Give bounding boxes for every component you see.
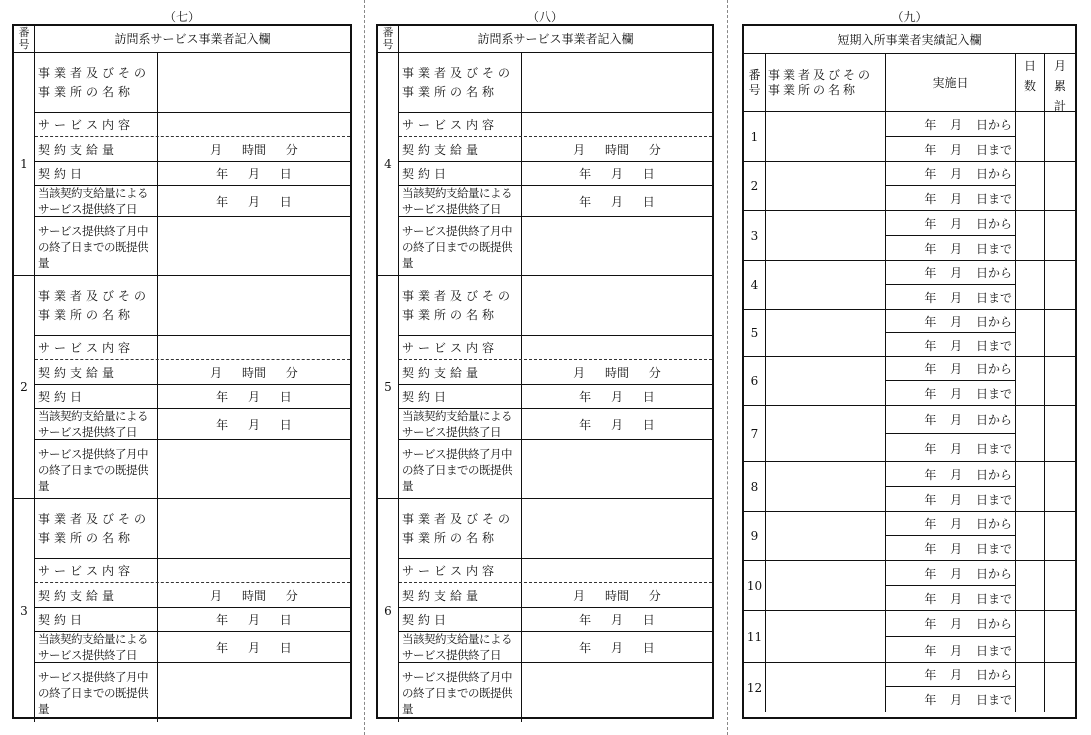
field-value-provider[interactable] xyxy=(158,276,350,335)
cumulative-cell[interactable] xyxy=(1045,512,1075,560)
form-row-date xyxy=(35,608,350,632)
days-cell[interactable] xyxy=(1016,462,1045,511)
field-value-date[interactable]: 年 月 日 xyxy=(579,390,655,404)
field-value-service[interactable] xyxy=(522,113,712,136)
field-label: 契約支給量 xyxy=(399,583,522,607)
form-row-date xyxy=(399,385,712,409)
entry-row xyxy=(744,406,1075,462)
column-headers xyxy=(744,54,1075,112)
field-value-end[interactable]: 年 月 日 xyxy=(216,640,292,655)
entry-number: 1 xyxy=(744,112,766,161)
date-from[interactable]: 年 月 日から xyxy=(886,112,1016,137)
date-from[interactable]: 年 月 日から xyxy=(886,162,1016,186)
field-label: 事業者及びその事業所の名称 xyxy=(35,276,158,335)
section-divider xyxy=(364,0,365,735)
field-label: 契約日 xyxy=(399,162,522,185)
provider-cell[interactable] xyxy=(766,162,886,210)
entry-number: 3 xyxy=(744,211,766,260)
field-label: 契約支給量 xyxy=(35,583,158,607)
date-from[interactable]: 年 月 日から xyxy=(886,512,1016,536)
entry-group xyxy=(378,276,712,499)
column-header: 訪問系サービス事業者記入欄 xyxy=(114,32,271,46)
entry-number: 5 xyxy=(744,310,766,356)
entry-group xyxy=(14,276,350,499)
field-label: 契約日 xyxy=(399,385,522,408)
field-label: 当該契約支給量によるサービス提供終了日 xyxy=(399,186,522,216)
field-value-date[interactable]: 年 月 日 xyxy=(579,613,655,627)
field-value-amount[interactable]: 月 時間 分 xyxy=(573,588,661,603)
entry-row xyxy=(744,663,1075,712)
form-row-service xyxy=(35,113,350,137)
field-value-supplied[interactable] xyxy=(522,440,712,499)
provider-cell[interactable] xyxy=(766,462,886,511)
entry-number: 2 xyxy=(744,162,766,210)
table-header: 短期入所事業者実績記入欄 xyxy=(744,26,1075,54)
field-value-supplied[interactable] xyxy=(158,663,350,722)
days-cell[interactable] xyxy=(1016,406,1045,461)
field-value-end[interactable]: 年 月 日 xyxy=(216,194,292,209)
date-from[interactable]: 年 月 日から xyxy=(886,561,1016,586)
date-from[interactable]: 年 月 日から xyxy=(886,663,1016,687)
date-to[interactable]: 年 月 日まで xyxy=(886,333,1016,357)
field-label: サービス提供終了月中の終了日までの既提供量 xyxy=(35,663,158,722)
form-row-provider xyxy=(35,499,350,559)
field-label: 事業者及びその事業所の名称 xyxy=(399,53,522,112)
field-label: 事業者及びその事業所の名称 xyxy=(399,276,522,335)
form-row-supplied xyxy=(35,217,350,276)
entry-number: 6 xyxy=(744,357,766,405)
entry-number: 4 xyxy=(378,53,399,275)
date-to[interactable]: 年 月 日まで xyxy=(886,137,1016,162)
field-value-provider[interactable] xyxy=(522,499,712,558)
field-value-service[interactable] xyxy=(158,336,350,359)
form-row-date xyxy=(35,385,350,409)
field-label: サービス提供終了月中の終了日までの既提供量 xyxy=(399,663,522,722)
form-row-provider xyxy=(399,499,712,559)
form-row-amount xyxy=(399,360,712,385)
provider-cell[interactable] xyxy=(766,112,886,161)
form-row-supplied xyxy=(35,440,350,499)
field-value-provider[interactable] xyxy=(158,499,350,558)
entry-number: 12 xyxy=(744,663,766,712)
date-from[interactable]: 年 月 日から xyxy=(886,406,1016,434)
form-row-provider xyxy=(399,53,712,113)
provider-cell[interactable] xyxy=(766,406,886,461)
form-table xyxy=(742,24,1077,719)
entry-row xyxy=(744,611,1075,663)
field-label: 契約日 xyxy=(35,385,158,408)
days-cell[interactable] xyxy=(1016,310,1045,356)
entry-row xyxy=(744,261,1075,310)
cumulative-cell[interactable] xyxy=(1045,462,1075,511)
form-row-end xyxy=(35,632,350,663)
field-value-supplied[interactable] xyxy=(522,217,712,276)
field-label: サービス内容 xyxy=(35,336,158,359)
form-row-supplied xyxy=(35,663,350,722)
date-to[interactable]: 年 月 日まで xyxy=(886,186,1016,211)
form-row-provider xyxy=(399,276,712,336)
field-label: 契約日 xyxy=(35,162,158,185)
date-to[interactable]: 年 月 日まで xyxy=(886,536,1016,561)
provider-cell[interactable] xyxy=(766,512,886,560)
cumulative-cell[interactable] xyxy=(1045,663,1075,712)
field-label: 当該契約支給量によるサービス提供終了日 xyxy=(35,186,158,216)
form-row-date xyxy=(35,162,350,186)
provider-cell[interactable] xyxy=(766,663,886,712)
section-nine xyxy=(742,0,1077,735)
days-cell[interactable] xyxy=(1016,611,1045,662)
cumulative-cell[interactable] xyxy=(1045,611,1075,662)
number-header: 番号 xyxy=(378,26,399,53)
field-label: 契約日 xyxy=(399,608,522,631)
entry-row xyxy=(744,211,1075,261)
field-label: サービス提供終了月中の終了日までの既提供量 xyxy=(35,440,158,499)
form-row-amount xyxy=(399,137,712,162)
field-value-service[interactable] xyxy=(522,336,712,359)
days-cell[interactable] xyxy=(1016,663,1045,712)
days-cell[interactable] xyxy=(1016,261,1045,309)
entry-number: 10 xyxy=(744,561,766,610)
date-to[interactable]: 年 月 日まで xyxy=(886,236,1016,261)
col-dates: 実施日 xyxy=(886,54,1016,112)
entry-number: 4 xyxy=(744,261,766,309)
field-label: サービス提供終了月中の終了日までの既提供量 xyxy=(35,217,158,276)
entry-row xyxy=(744,462,1075,512)
form-row-end xyxy=(35,186,350,217)
field-value-supplied[interactable] xyxy=(158,440,350,499)
field-label: 当該契約支給量によるサービス提供終了日 xyxy=(399,409,522,439)
entry-number: 6 xyxy=(378,499,399,722)
date-to[interactable]: 年 月 日まで xyxy=(886,285,1016,310)
days-cell[interactable] xyxy=(1016,357,1045,405)
field-value-supplied[interactable] xyxy=(522,663,712,722)
date-to[interactable]: 年 月 日まで xyxy=(886,687,1016,712)
field-label: サービス内容 xyxy=(35,113,158,136)
field-label: 当該契約支給量によるサービス提供終了日 xyxy=(35,409,158,439)
field-label: サービス内容 xyxy=(399,559,522,582)
entry-row xyxy=(744,112,1075,162)
form-row-amount xyxy=(35,360,350,385)
field-value-amount[interactable]: 月 時間 分 xyxy=(573,365,661,380)
cumulative-cell[interactable] xyxy=(1045,357,1075,405)
entry-row xyxy=(744,512,1075,561)
field-value-end[interactable]: 年 月 日 xyxy=(216,417,292,432)
days-cell[interactable] xyxy=(1016,211,1045,260)
form-row-date xyxy=(399,608,712,632)
form-row-amount xyxy=(35,583,350,608)
field-label: サービス内容 xyxy=(35,559,158,582)
provider-cell[interactable] xyxy=(766,211,886,260)
form-row-supplied xyxy=(399,217,712,276)
provider-cell[interactable] xyxy=(766,310,886,356)
column-header: 訪問系サービス事業者記入欄 xyxy=(477,32,634,46)
cumulative-cell[interactable] xyxy=(1045,406,1075,461)
date-to[interactable]: 年 月 日まで xyxy=(886,434,1016,462)
date-from[interactable]: 年 月 日から xyxy=(886,261,1016,285)
form-row-supplied xyxy=(399,440,712,499)
col-cumulative: 月累計 xyxy=(1053,59,1066,113)
form-row-end xyxy=(399,409,712,440)
table-header xyxy=(14,26,350,53)
entry-number: 11 xyxy=(744,611,766,662)
field-value-amount[interactable]: 月 時間 分 xyxy=(210,365,298,380)
form-table xyxy=(12,24,352,719)
date-from[interactable]: 年 月 日から xyxy=(886,357,1016,381)
field-value-service[interactable] xyxy=(158,113,350,136)
field-label: 事業者及びその事業所の名称 xyxy=(35,499,158,558)
field-value-date[interactable]: 年 月 日 xyxy=(216,613,292,627)
days-cell[interactable] xyxy=(1016,162,1045,210)
section-title: （八） xyxy=(526,10,563,24)
entry-group xyxy=(14,499,350,722)
entry-row xyxy=(744,561,1075,611)
entry-number: 2 xyxy=(14,276,35,498)
field-value-provider[interactable] xyxy=(522,276,712,335)
col-days: 日数 xyxy=(1016,54,1045,112)
cumulative-cell[interactable] xyxy=(1045,112,1075,161)
date-to[interactable]: 年 月 日まで xyxy=(886,586,1016,611)
form-row-service xyxy=(35,336,350,360)
form-row-service xyxy=(399,559,712,583)
date-to[interactable]: 年 月 日まで xyxy=(886,637,1016,663)
entry-number: 3 xyxy=(14,499,35,722)
cumulative-cell[interactable] xyxy=(1045,310,1075,356)
field-value-amount[interactable]: 月 時間 分 xyxy=(573,142,661,157)
field-label: 当該契約支給量によるサービス提供終了日 xyxy=(399,632,522,662)
field-value-date[interactable]: 年 月 日 xyxy=(216,167,292,181)
provider-cell[interactable] xyxy=(766,611,886,662)
number-header: 番号 xyxy=(14,26,35,53)
date-to[interactable]: 年 月 日まで xyxy=(886,381,1016,406)
form-row-provider xyxy=(35,53,350,113)
form-row-date xyxy=(399,162,712,186)
form-row-amount xyxy=(399,583,712,608)
form-row-amount xyxy=(35,137,350,162)
field-value-end[interactable]: 年 月 日 xyxy=(579,417,655,432)
days-cell[interactable] xyxy=(1016,112,1045,161)
entry-number: 8 xyxy=(744,462,766,511)
cumulative-cell[interactable] xyxy=(1045,211,1075,260)
field-value-supplied[interactable] xyxy=(158,217,350,276)
form-table xyxy=(376,24,714,719)
field-label: サービス提供終了月中の終了日までの既提供量 xyxy=(399,217,522,276)
days-cell[interactable] xyxy=(1016,512,1045,560)
entry-row xyxy=(744,162,1075,211)
date-from[interactable]: 年 月 日から xyxy=(886,611,1016,637)
field-value-date[interactable]: 年 月 日 xyxy=(216,390,292,404)
date-from[interactable]: 年 月 日から xyxy=(886,462,1016,487)
date-to[interactable]: 年 月 日まで xyxy=(886,487,1016,512)
col-number: 番号 xyxy=(744,54,766,112)
form-row-service xyxy=(399,113,712,137)
field-label: サービス内容 xyxy=(399,336,522,359)
entry-row xyxy=(744,310,1075,357)
form-row-supplied xyxy=(399,663,712,722)
section-divider xyxy=(727,0,728,735)
col-provider: 事業者及びその事業所の名称 xyxy=(766,54,886,112)
entry-group xyxy=(378,53,712,276)
provider-cell[interactable] xyxy=(766,261,886,309)
date-from[interactable]: 年 月 日から xyxy=(886,310,1016,333)
field-value-provider[interactable] xyxy=(522,53,712,112)
form-row-provider xyxy=(35,276,350,336)
provider-cell[interactable] xyxy=(766,561,886,610)
field-value-service[interactable] xyxy=(158,559,350,582)
entry-group xyxy=(14,53,350,276)
days-cell[interactable] xyxy=(1016,561,1045,610)
section-seven xyxy=(12,0,352,735)
field-label: 当該契約支給量によるサービス提供終了日 xyxy=(35,632,158,662)
field-value-date[interactable]: 年 月 日 xyxy=(579,167,655,181)
form-row-service xyxy=(35,559,350,583)
field-label: 契約支給量 xyxy=(35,137,158,161)
cumulative-cell[interactable] xyxy=(1045,561,1075,610)
form-row-end xyxy=(35,409,350,440)
field-value-end[interactable]: 年 月 日 xyxy=(579,194,655,209)
cumulative-cell[interactable] xyxy=(1045,261,1075,309)
section-eight xyxy=(376,0,714,735)
field-label: 事業者及びその事業所の名称 xyxy=(399,499,522,558)
entry-number: 9 xyxy=(744,512,766,560)
section-title: （九） xyxy=(891,10,928,24)
section-title: （七） xyxy=(163,10,200,24)
form-row-end xyxy=(399,186,712,217)
field-label: 契約支給量 xyxy=(35,360,158,384)
cumulative-cell[interactable] xyxy=(1045,162,1075,210)
field-label: 契約日 xyxy=(35,608,158,631)
field-value-service[interactable] xyxy=(522,559,712,582)
form-row-end xyxy=(399,632,712,663)
field-label: サービス内容 xyxy=(399,113,522,136)
field-label: 契約支給量 xyxy=(399,137,522,161)
field-label: サービス提供終了月中の終了日までの既提供量 xyxy=(399,440,522,499)
field-value-provider[interactable] xyxy=(158,53,350,112)
entry-number: 7 xyxy=(744,406,766,461)
entry-number: 1 xyxy=(14,53,35,275)
entry-row xyxy=(744,357,1075,406)
provider-cell[interactable] xyxy=(766,357,886,405)
field-value-end[interactable]: 年 月 日 xyxy=(579,640,655,655)
field-label: 契約支給量 xyxy=(399,360,522,384)
entry-number: 5 xyxy=(378,276,399,498)
form-row-service xyxy=(399,336,712,360)
entry-group xyxy=(378,499,712,722)
date-from[interactable]: 年 月 日から xyxy=(886,211,1016,236)
field-label: 事業者及びその事業所の名称 xyxy=(35,53,158,112)
table-header xyxy=(378,26,712,53)
field-value-amount[interactable]: 月 時間 分 xyxy=(210,588,298,603)
field-value-amount[interactable]: 月 時間 分 xyxy=(210,142,298,157)
